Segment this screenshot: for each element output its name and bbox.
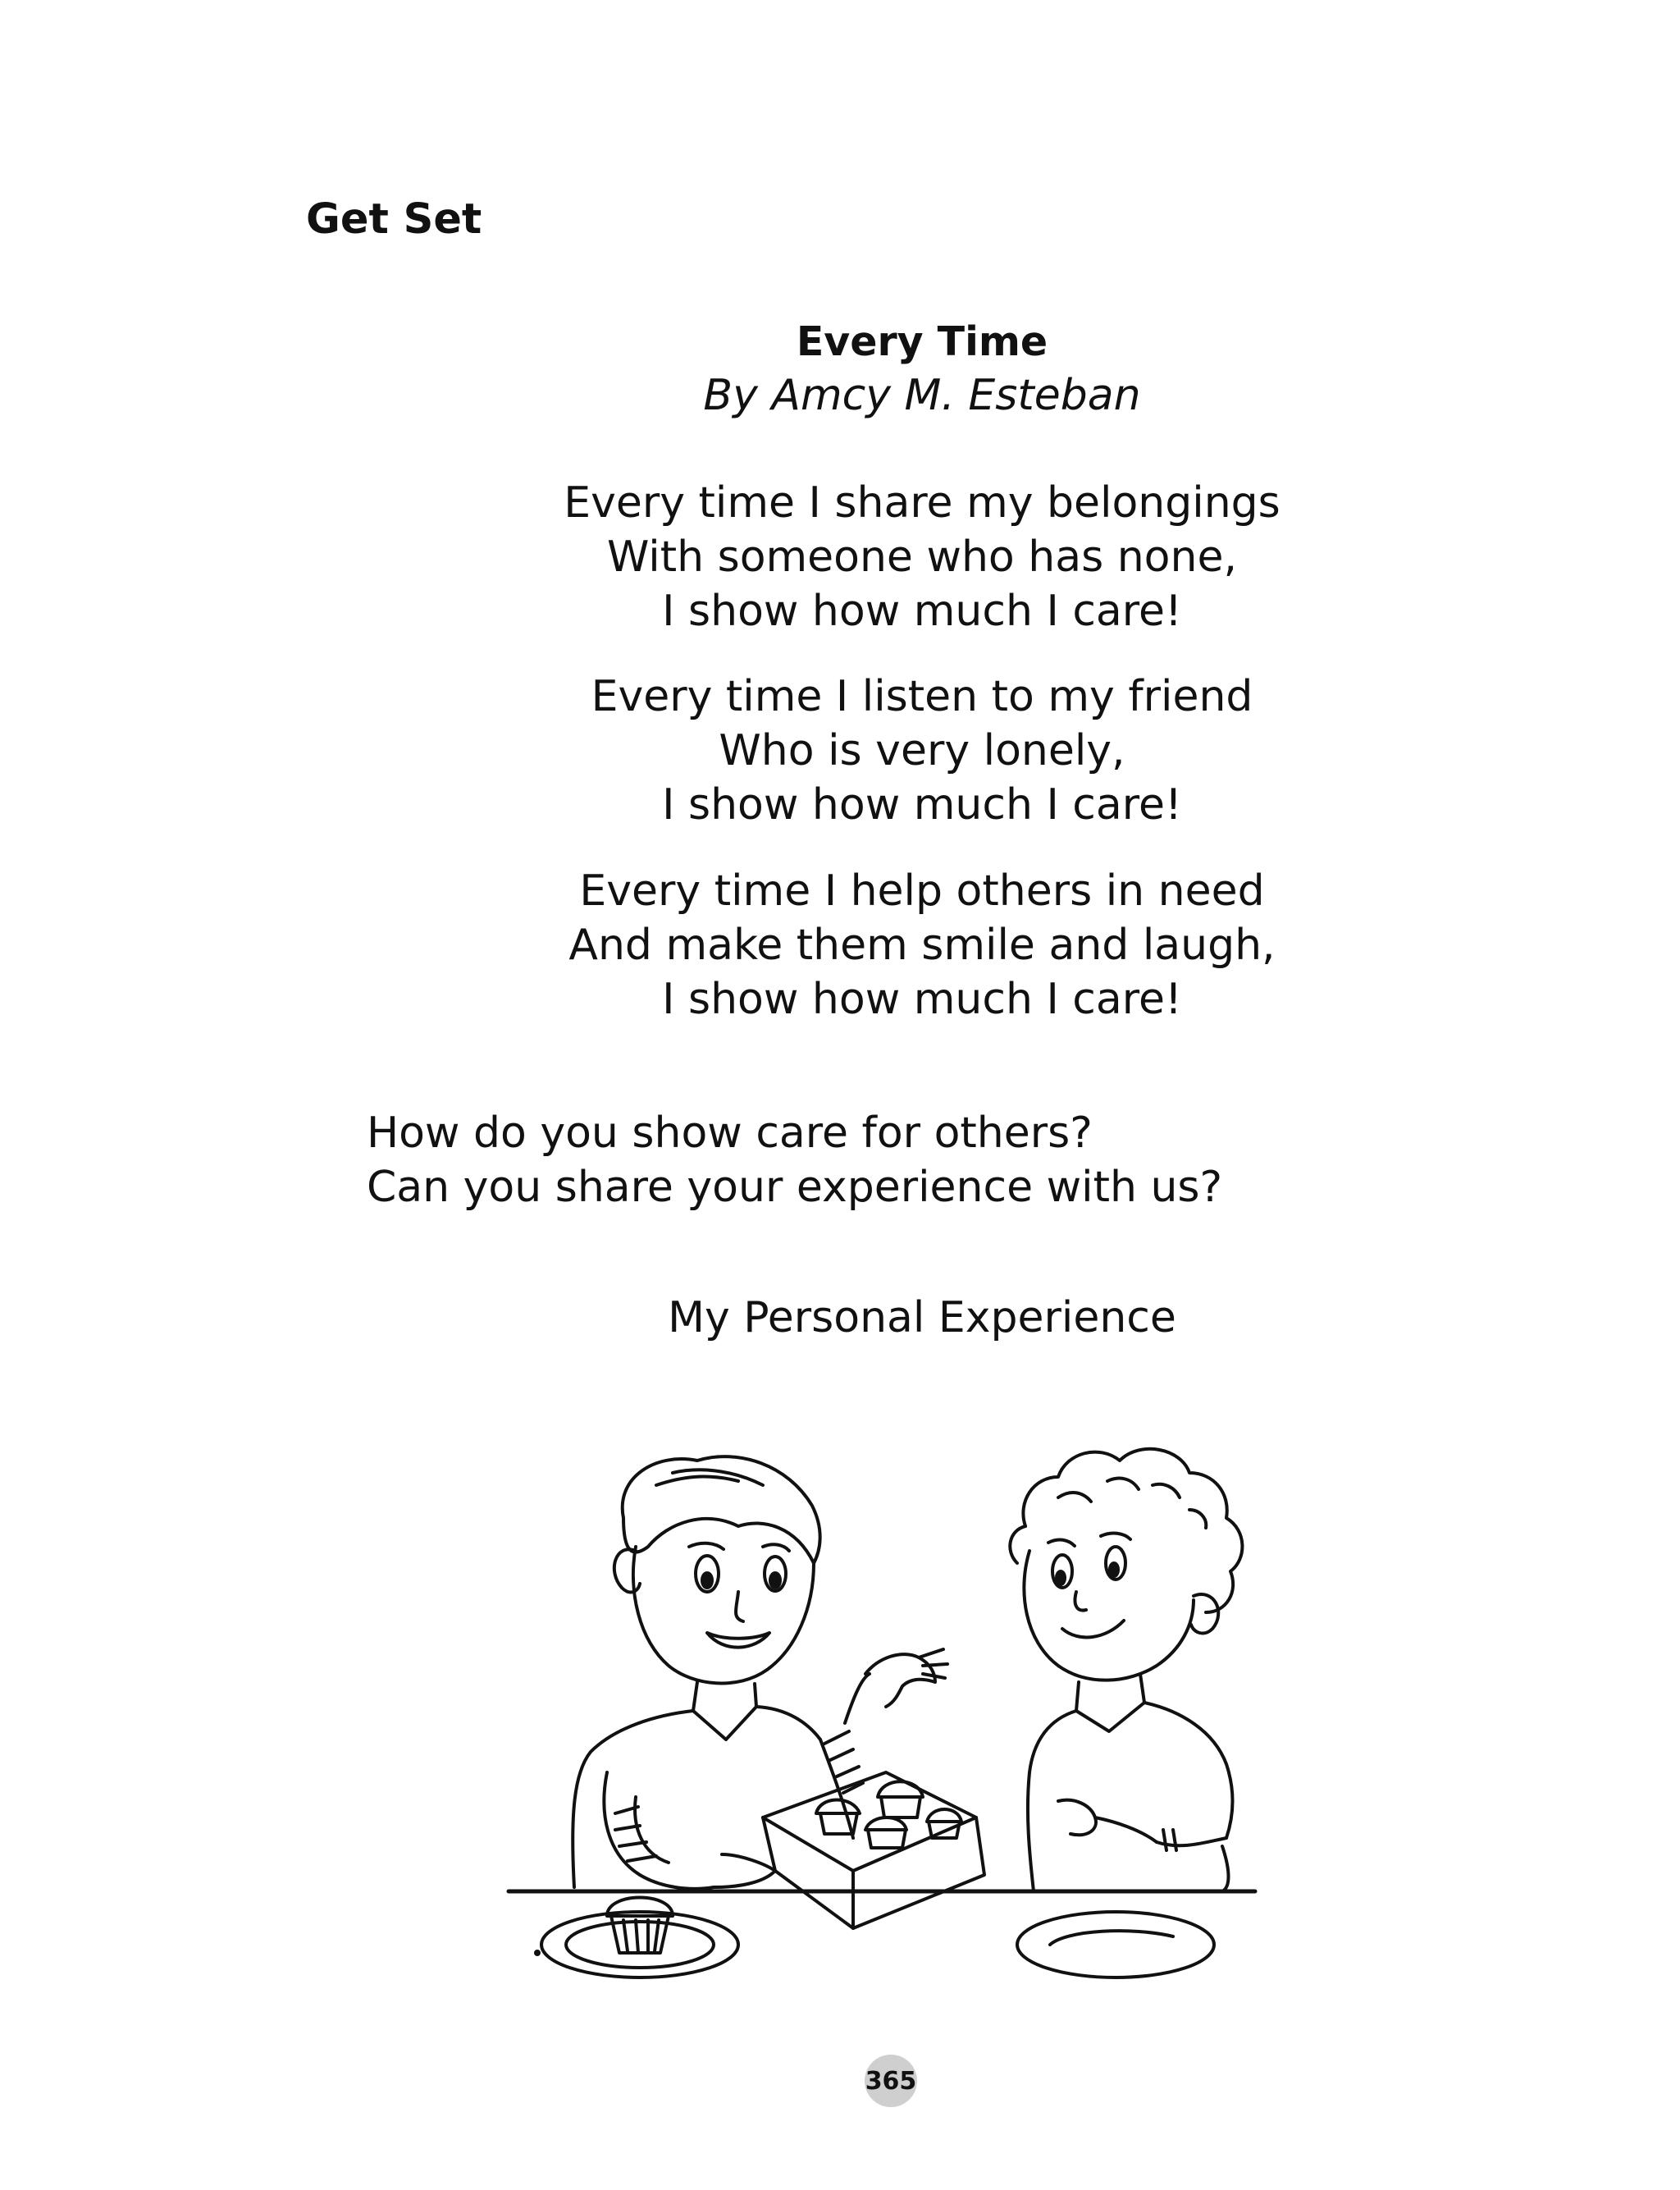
poem-line: I show how much I care!: [662, 587, 1182, 636]
poem-line: I show how much I care!: [662, 780, 1182, 830]
poem-title: Every Time: [796, 318, 1048, 365]
cupcake-box: [763, 1772, 984, 1928]
poem-line: And make them smile and laugh,: [568, 921, 1276, 970]
question: How do you show care for others?: [367, 1109, 1093, 1158]
stanza: [568, 864, 1275, 1026]
discussion-questions: [367, 1106, 1222, 1214]
experience-label: My Personal Experience: [668, 1293, 1176, 1342]
poem-line: Every time I help others in need: [579, 866, 1265, 916]
question: Can you share your experience with us?: [367, 1163, 1223, 1212]
poem-author: By Amcy M. Esteban: [703, 371, 1141, 420]
poem-line: I show how much I care!: [662, 975, 1182, 1024]
poem-line: With someone who has none,: [607, 533, 1237, 582]
stanza: [591, 670, 1253, 832]
right-boy: [1010, 1449, 1242, 1891]
plates: [541, 1898, 1214, 1978]
poem-line: Every time I share my belongings: [564, 478, 1281, 528]
page-number: 365: [865, 2055, 917, 2107]
children-sharing-illustration: [492, 1428, 1280, 2019]
poem-line: Who is very lonely,: [719, 726, 1125, 775]
left-boy: [573, 1456, 947, 1889]
section-heading: Get Set: [306, 195, 482, 244]
stanza: [564, 476, 1281, 638]
poem-line: Every time I listen to my friend: [591, 672, 1253, 721]
